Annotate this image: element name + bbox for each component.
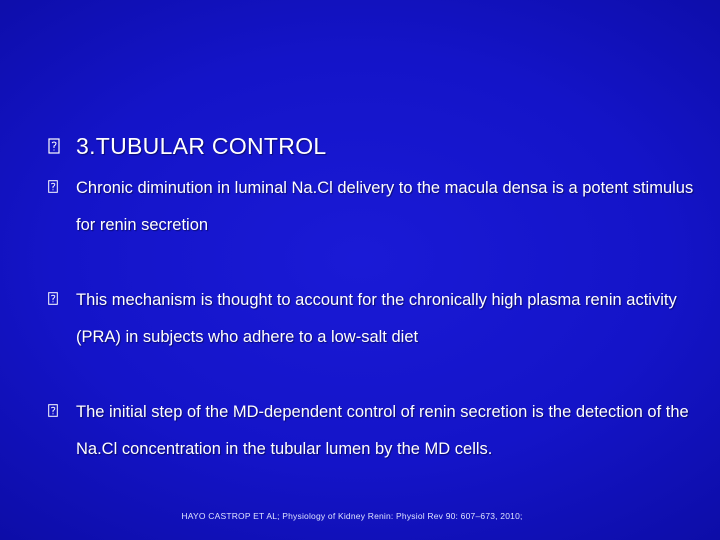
missing-glyph-box-icon — [48, 138, 64, 154]
citation-footer — [0, 511, 720, 521]
bullet-text-2: This mechanism is thought to account for the chronically high plasma renin activity (PRA) in subjects who adhere to a low-salt diet — [76, 291, 677, 346]
citation-text: HAYO CASTROP ET AL; Physiology of Kidney Renin: Physiol Rev 90: 607–673, 2010; — [181, 511, 523, 521]
slide-heading: 3.TUBULAR CONTROL — [76, 133, 327, 159]
missing-glyph-box-icon — [48, 180, 64, 193]
bullet-text-1: Chronic diminution in luminal Na.Cl delivery to the macula densa is a potent stimulus for renin secretion — [76, 179, 694, 234]
missing-glyph-box-icon — [48, 404, 64, 417]
bullet-text-3: The initial step of the MD-dependent control of renin secretion is the detection of the Na.Cl concentration in the tubular lumen by the MD cells. — [76, 403, 689, 458]
missing-glyph-box-icon — [48, 292, 64, 305]
